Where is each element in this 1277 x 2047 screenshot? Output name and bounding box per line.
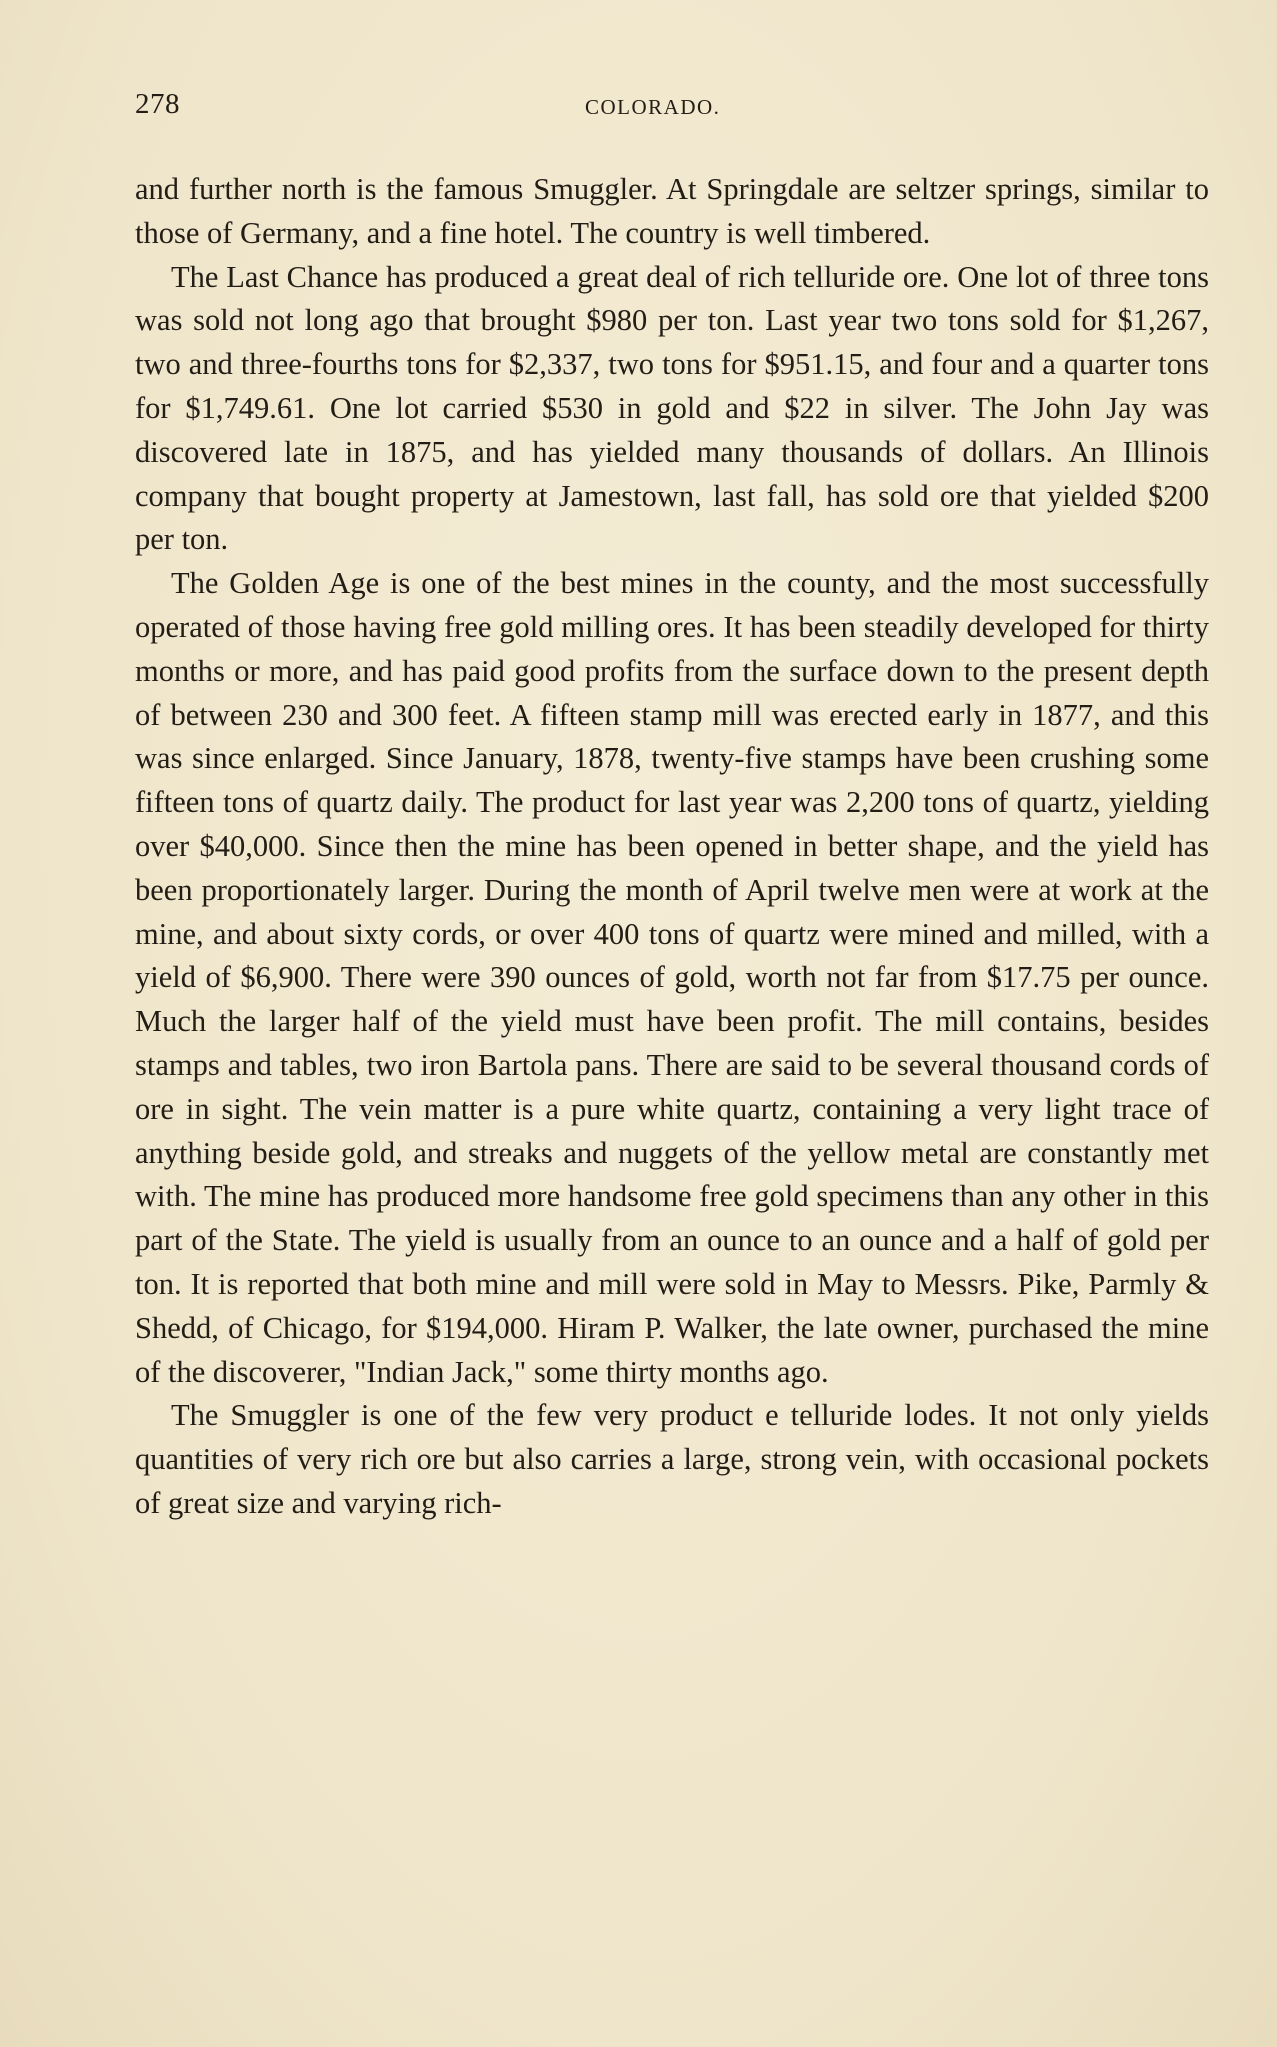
paragraph-golden-age: The Golden Age is one of the best mines in the county, and the most successfully operated of those having free gold milling ores. It has been steadily developed for thirty months or more, and has paid good profits from the surface down to the present depth of between 230 and 300 feet. A fifteen stamp mill was erected early in 1877, and this was since enlarged. Since January, 1878, twenty-five stamps have been crushing some fifteen tons of quartz daily. The product for last year was 2,200 tons of quartz, yielding over $40,000. Since then the mine has been opened in better shape, and the yield has been proportionately larger. During the month of April twelve men were at work at the mine, and about sixty cords, or over 400 tons of quartz were mined and milled, with a yield of $6,900. There were 390 ounces of gold, worth not far from $17.75 per ounce. Much the larger half of the yield must have been profit. The mill contains, besides stamps and tables, two iron Bartola pans. There are said to be several thousand cords of ore in sight. The vein matter is a pure white quartz, containing a very light trace of anything beside gold, and streaks and nuggets of the yellow metal are constantly met with. The mine has produced more handsome free gold specimens than any other in this part of the State. The yield is usually from an ounce to an ounce and a half of gold per ton. It is reported that both mine and mill were sold in May to Messrs. Pike, Parmly & Shedd, of Chicago, for $194,000. Hiram P. Walker, the late owner, purchased the mine of the discoverer, "Indian Jack," some thirty months ago. [135, 566, 1209, 1389]
text-body [135, 168, 1209, 1526]
paragraph-smuggler: The Smuggler is one of the few very product e telluride lodes. It not only yields quantities of very rich ore but also carries a large, strong vein, with occasional pockets of great size and varying rich- [135, 1398, 1209, 1520]
paragraph-continued: and further north is the famous Smuggler. At Springdale are seltzer springs, similar to those of Germany, and a fine hotel. The country is well timbered. [135, 172, 1209, 250]
paragraph-last-chance: The Last Chance has produced a great deal of rich telluride ore. One lot of three tons was sold not long ago that brought $980 per ton. Last year two tons sold for $1,267, two and three-fourths tons for $2,337, two tons for $951.15, and four and a quarter tons for $1,749.61. One lot carried $530 in gold and $22 in silver. The John Jay was discovered late in 1875, and has yielded many thousands of dollars. An Illinois company that bought property at Jamestown, last fall, has sold ore that yielded $200 per ton. [135, 259, 1209, 557]
running-head [135, 88, 1205, 128]
running-title: COLORADO. [585, 95, 721, 119]
page-number: 278 [135, 88, 180, 120]
